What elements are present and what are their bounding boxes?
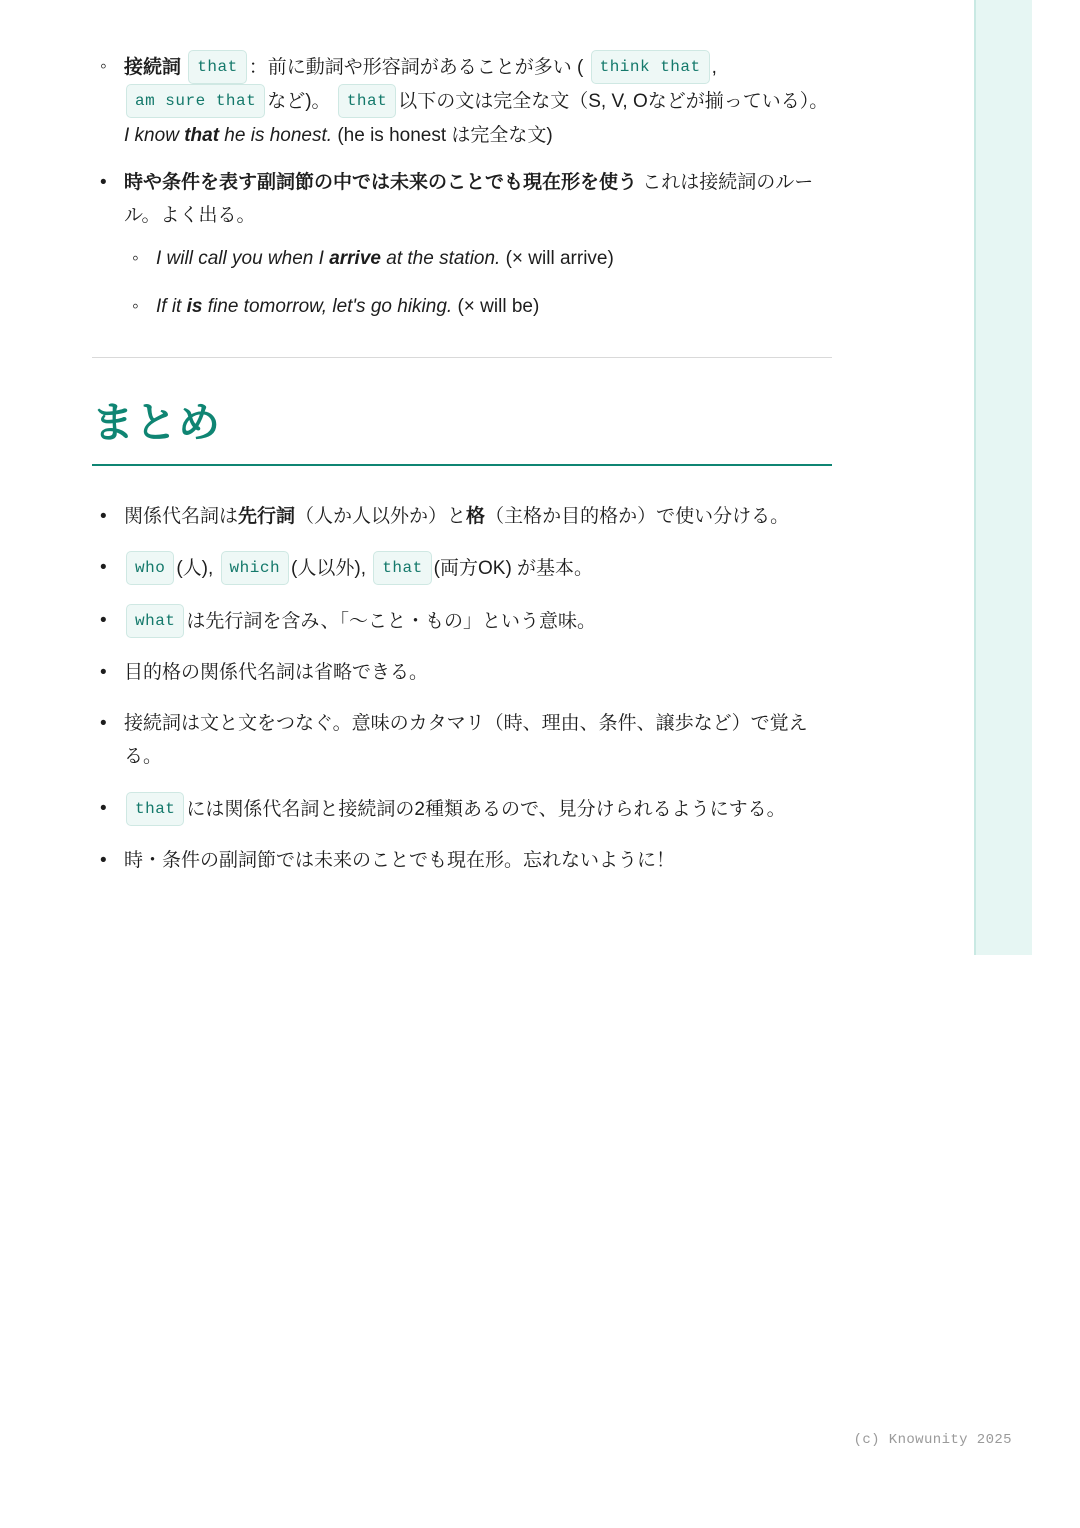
future-tense-example-list [124,242,832,323]
emphasis-text: 先行詞 [238,506,296,528]
code-token-who: who [126,551,174,585]
conjunction-example-part1: I know [124,124,185,146]
body-text: には関係代名詞と接続詞の2種類あるので、見分けられるようにする。 [186,798,786,820]
code-token-that-2: that [338,84,396,118]
emphasis-text: 格 [466,506,486,528]
list-item [92,792,832,826]
code-token-that: that [373,551,431,585]
body-text: (人), [176,558,219,580]
conjunction-text-2: など)。 [267,91,331,113]
future-tense-rule-bold: 時や条件を表す副詞節の中では未来のことでも現在形を使う [124,171,638,193]
body-text: は先行詞を含み、「〜こと・もの」という意味。 [186,610,597,632]
conjunction-sub-list [92,50,832,152]
section-divider [92,357,832,358]
body-text: (人以外), [291,558,372,580]
conjunction-example-part2: he is honest. [219,124,333,146]
document-content [92,40,832,895]
code-token-that: that [126,792,184,826]
conjunction-separator: , [711,57,717,78]
example-2-note: (× will be) [457,295,540,317]
title-underline [92,464,832,466]
list-item [92,500,832,533]
example-1-keyword: arrive [329,248,381,270]
page-title: まとめ [92,398,222,446]
decorative-side-strip [976,0,1032,955]
list-item-example-1 [124,242,832,275]
example-1-pre: I will call you when I [156,248,330,270]
list-item [92,656,832,689]
example-2-pre: If it [156,295,187,317]
example-1-note: (× will arrive) [505,248,614,270]
example-2-post: fine tomorrow, let's go hiking. [202,295,453,317]
conjunction-text-1: ：前に動詞や形容詞があることが多い ( [248,57,584,78]
future-tense-rule-list [92,166,832,323]
example-2-keyword: is [186,295,203,317]
body-text: 接続詞は文と文をつなぐ。意味のカタマリ（時、理由、条件、譲歩など）で覚える。 [124,713,808,768]
copyright-footer: (c) Knowunity 2025 [853,1432,1012,1448]
code-token-think-that: think that [591,50,710,84]
conjunction-example-keyword: that [184,124,220,146]
body-text: 目的格の関係代名詞は省略できる。 [124,661,429,683]
example-1-post: at the station. [380,248,501,270]
code-token-which: which [221,551,290,585]
code-token-that-1: that [188,50,246,84]
body-text: (両方OK) が基本。 [433,558,594,580]
list-item [92,707,832,774]
list-item-example-2 [124,290,832,323]
body-text: （主格か目的格か）で使い分ける。 [485,506,790,528]
conjunction-label: 接続詞 [124,57,182,78]
summary-list [92,500,832,877]
decorative-side-rule [974,0,976,955]
list-item-conjunction-that [92,50,832,152]
body-text: 関係代名詞は [124,506,239,528]
code-token-am-sure-that: am sure that [126,84,265,118]
list-item [92,604,832,638]
conjunction-section [92,50,832,323]
body-text: 時・条件の副詞節では未来のことでも現在形。忘れないように！ [124,849,676,871]
conjunction-text-3: 以下の文は完全な文（S, V, Oなどが揃っている）。 [398,91,829,113]
list-item-future-tense-rule [92,166,832,323]
body-text: （人か人以外か）と [295,506,467,528]
future-tense-rule-rest: これは接続詞のルール。よく出る。 [124,171,814,226]
list-item [92,551,832,585]
conjunction-example-note: (he is honest は完全な文) [337,124,553,146]
code-token-what: what [126,604,184,638]
list-item [92,844,832,877]
